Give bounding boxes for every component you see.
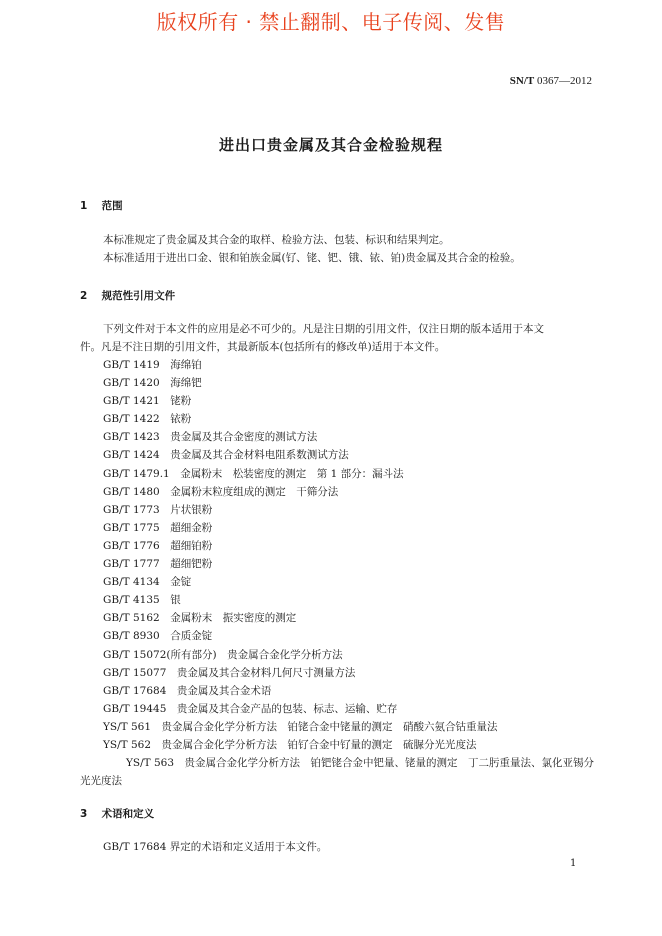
reference-code: GB/T 1776	[103, 539, 160, 552]
reference-code: GB/T 1777	[103, 558, 160, 571]
reference-item	[103, 700, 603, 718]
section-3-heading	[80, 806, 154, 821]
reference-title: 超细钯粉	[170, 558, 213, 571]
reference-item	[103, 736, 603, 754]
reference-title: 金属粉末粒度组成的测定 干筛分法	[170, 485, 339, 498]
copyright-watermark: 版权所有 · 禁止翻制、电子传阅、发售	[156, 10, 506, 34]
section-title: 术语和定义	[101, 808, 155, 820]
reference-code: GB/T 17684	[103, 684, 167, 697]
reference-item	[103, 682, 603, 700]
reference-code: GB/T 1479.1	[103, 467, 170, 480]
reference-code: YS/T 561	[103, 720, 152, 733]
reference-code: GB/T 19445	[103, 702, 167, 715]
reference-title: 金属粉末 松装密度的测定 第 1 部分：漏斗法	[180, 467, 404, 480]
reference-title: 金锭	[170, 576, 192, 589]
reference-item	[103, 573, 603, 591]
reference-title: 贵金属合金化学分析方法 铂钯铑合金中钯量、铑量的测定 丁二肟重量法、氯化亚锡分光光度法	[80, 757, 595, 788]
section-1-body	[103, 231, 521, 267]
reference-code: GB/T 1480	[103, 485, 160, 498]
reference-item	[103, 609, 603, 627]
reference-code: YS/T 563	[126, 757, 175, 770]
reference-title: 海绵铂	[170, 359, 202, 371]
reference-item	[103, 465, 603, 483]
reference-code: GB/T 8930	[103, 630, 160, 643]
reference-code: GB/T 1422	[103, 413, 160, 426]
reference-title: 贵金属及其合金材料几何尺寸测量方法	[176, 666, 356, 679]
reference-code: GB/T 4134	[103, 576, 160, 589]
reference-title: 海绵钯	[170, 377, 202, 390]
reference-item	[103, 664, 603, 682]
reference-item	[103, 483, 603, 501]
reference-title: 贵金属合金化学分析方法	[227, 648, 343, 661]
reference-code: GB/T 5162	[103, 612, 160, 625]
reference-item	[103, 537, 603, 555]
reference-title: 贵金属及其合金密度的测试方法	[170, 431, 318, 444]
document-title: 进出口贵金属及其合金检验规程	[218, 136, 443, 154]
reference-list	[80, 356, 603, 790]
section-number: 2	[80, 290, 88, 302]
reference-title: 贵金属及其合金产品的包装、标志、运输、贮存	[176, 702, 398, 715]
reference-item	[103, 392, 603, 410]
standard-number	[510, 75, 592, 87]
reference-item	[103, 501, 603, 519]
reference-title: 贵金属及其合金术语	[176, 684, 272, 697]
section-2-heading	[80, 288, 175, 303]
reference-title: 铱粉	[170, 413, 192, 426]
reference-code: GB/T 1420	[103, 377, 160, 390]
reference-title: 超细铂粉	[170, 539, 213, 552]
intro-line: 下列文件对于本文件的应用是必不可少的。凡是注日期的引用文件，仅注日期的版本适用于本文	[103, 323, 544, 335]
reference-code: GB/T 1419	[103, 359, 160, 371]
reference-title: 片状银粉	[170, 503, 213, 516]
page-number: 1	[570, 858, 577, 869]
reference-title: 贵金属合金化学分析方法 铂钌合金中钌量的测定 硫脲分光光度法	[161, 738, 477, 751]
section-number: 1	[80, 200, 88, 212]
section-title: 规范性引用文件	[101, 290, 176, 302]
section-1-heading	[80, 198, 123, 213]
reference-item	[103, 428, 603, 446]
reference-title: 贵金属及其合金材料电阻系数测试方法	[170, 449, 349, 462]
standard-prefix: SN/T	[509, 75, 535, 87]
reference-item	[103, 718, 603, 736]
reference-code: GB/T 15072(所有部分)	[103, 648, 217, 661]
paragraph: 本标准适用于进出口金、银和铂族金属(钌、铑、钯、锇、铱、铂)贵金属及其合金的检验。	[103, 252, 521, 264]
reference-code: GB/T 4135	[103, 594, 160, 607]
reference-title: 贵金属合金化学分析方法 铂铑合金中铑量的测定 硝酸六氨合钴重量法	[161, 720, 498, 733]
reference-item	[103, 555, 603, 573]
paragraph: 本标准规定了贵金属及其合金的取样、检验方法、包装、标识和结果判定。	[103, 234, 450, 246]
reference-item	[103, 446, 603, 464]
reference-title: 铑粉	[170, 395, 192, 408]
reference-item	[103, 646, 603, 664]
section-2-intro	[80, 320, 600, 356]
reference-code: GB/T 1775	[103, 521, 160, 534]
reference-title: 合质金锭	[170, 630, 213, 643]
section-title: 范围	[101, 200, 123, 212]
reference-title: 金属粉末 振实密度的测定	[170, 612, 297, 625]
reference-item	[80, 754, 603, 790]
reference-code: GB/T 1421	[103, 395, 160, 408]
reference-item	[103, 591, 603, 609]
reference-code: YS/T 562	[103, 738, 152, 751]
intro-line: 件。凡是不注日期的引用文件，其最新版本(包括所有的修改单)适用于本文件。	[80, 341, 446, 353]
reference-title: 超细金粉	[170, 521, 213, 534]
section-number: 3	[80, 808, 88, 820]
reference-code: GB/T 1773	[103, 503, 160, 516]
reference-code: GB/T 1423	[103, 431, 160, 444]
reference-code: GB/T 1424	[103, 449, 160, 462]
reference-item	[103, 410, 603, 428]
reference-item	[103, 374, 603, 392]
reference-code: GB/T 15077	[103, 666, 167, 679]
reference-item	[103, 356, 603, 374]
reference-item	[103, 627, 603, 645]
reference-title: 银	[170, 594, 181, 607]
standard-code: 0367—2012	[537, 75, 592, 87]
reference-item	[103, 519, 603, 537]
section-3-body: GB/T 17684 界定的术语和定义适用于本文件。	[103, 841, 328, 853]
